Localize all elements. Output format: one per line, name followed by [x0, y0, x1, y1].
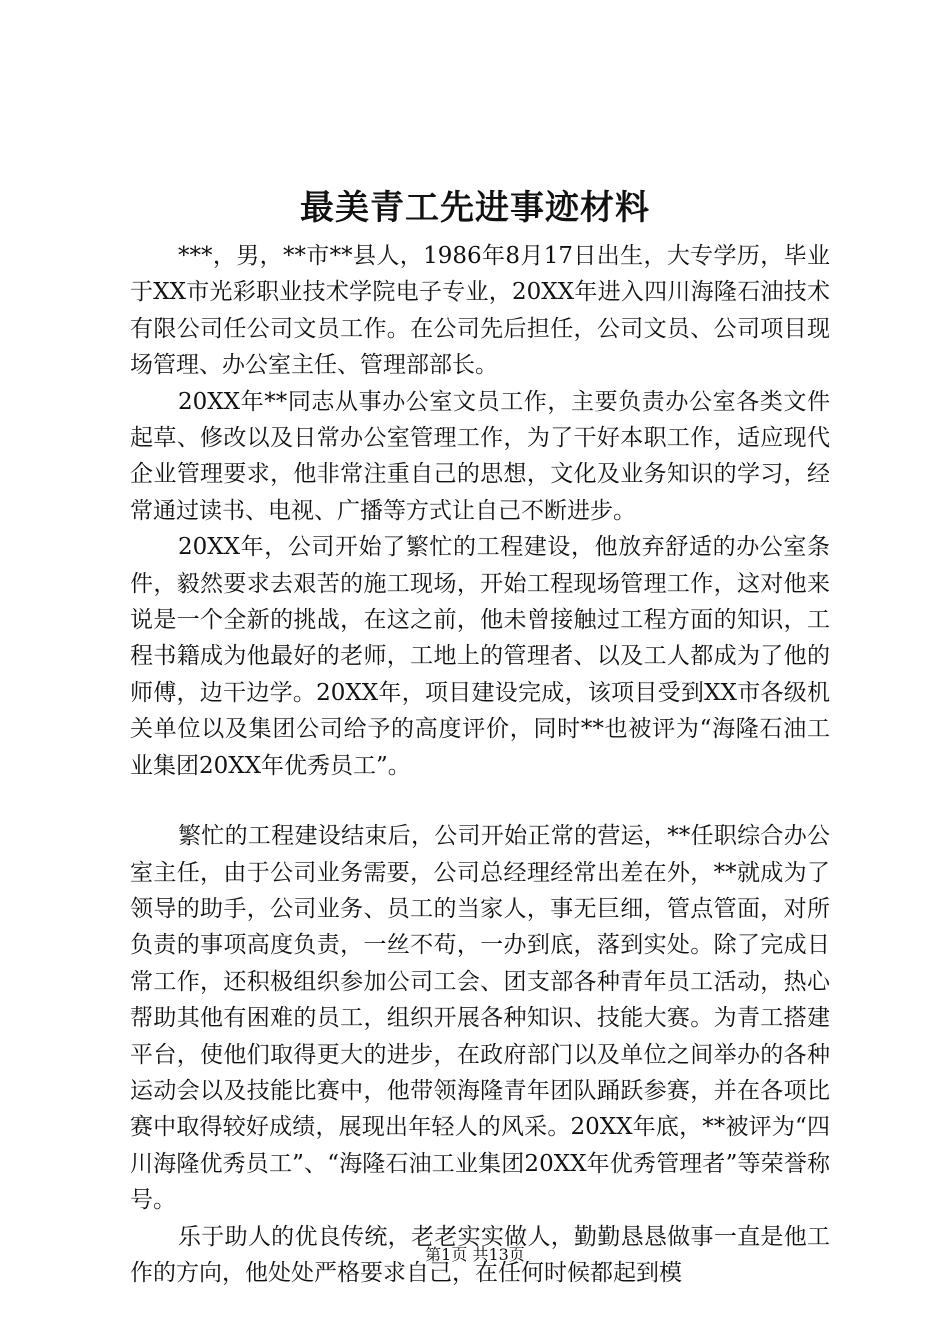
page-number: 第1页 共13页	[425, 1245, 525, 1264]
paragraph-5: 乐于助人的优良传统，老老实实做人，勤勤恳恳做事一直是他工作的方向，他处处严格要求自己，在任何时候都起到模	[130, 1223, 830, 1286]
paragraph-4: 繁忙的工程建设结束后，公司开始正常的营运，**任职综合办公室主任，由于公司业务需要，公司总经理经常出差在外，**就成为了领导的助手，公司业务、员工的当家人，事无巨细，管点管面，对所负责的事项高度负责，一丝不苟，一办到底，落到实处。除了完成日常工作，还积极组织参加公司工会、团支部各种青年员工活动，热心帮助其他有困难的员工，组织开展各种知识、技能大赛。为青工搭建平台，使他们取得更大的进步，在政府部门以及单位之间举办的各种运动会以及技能比赛中，他带领海隆青年团队踊跃参赛，并在各项比赛中取得较好成绩，展现出年轻人的风采。20XX年底，**被评为“四川海隆优秀员工”、“海隆石油工业集团20XX年优秀管理者”等荣誉称号。	[130, 823, 830, 1214]
paragraph-1: ***，男，**市**县人，1986年8月17日出生，大专学历，毕业于XX市光彩职业技术学院电子专业，20XX年进入四川海隆石油技术有限公司任公司文员工作。在公司先后担任，公司文员、公司项目现场管理、办公室主任、管理部部长。	[130, 243, 830, 379]
page-footer	[0, 1245, 950, 1265]
paragraph-3: 20XX年，公司开始了繁忙的工程建设，他放弃舒适的办公室条件，毅然要求去艰苦的施工现场，开始工程现场管理工作，这对他来说是一个全新的挑战，在这之前，他未曾接触过工程方面的知识，工程书籍成为他最好的老师，工地上的管理者、以及工人都成为了他的师傅，边干边学。20XX年，项目建设完成，该项目受到XX市各级机关单位以及集团公司给予的高度评价，同时**也被评为“海隆石油工业集团20XX年优秀员工”。	[130, 534, 830, 779]
paragraph-2: 20XX年**同志从事办公室文员工作，主要负责办公室各类文件起草、修改以及日常办公室管理工作，为了干好本职工作，适应现代企业管理要求，他非常注重自己的思想，文化及业务知识的学习，经常通过读书、电视、广播等方式让自己不断进步。	[130, 388, 830, 524]
document-title: 最美青工先进事迹材料	[300, 188, 650, 228]
document-body	[130, 238, 830, 1291]
